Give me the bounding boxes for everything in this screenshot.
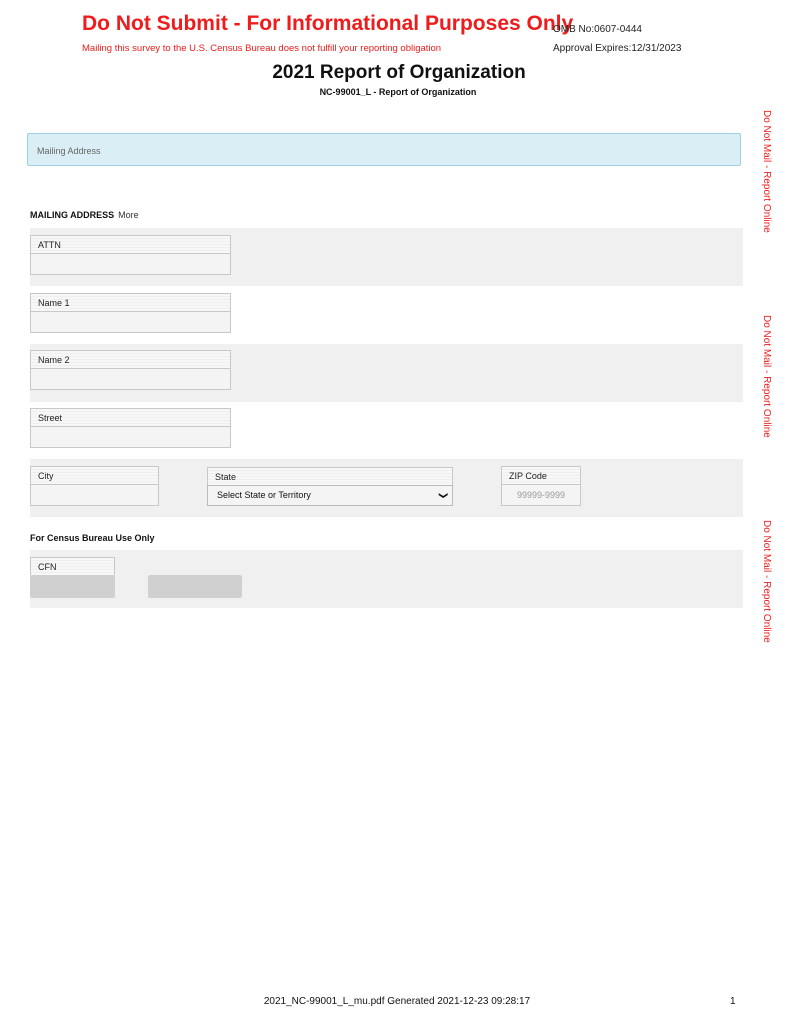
side-note-2: Do Not Mail - Report Online [761, 315, 772, 438]
banner-label: Mailing Address [37, 146, 101, 156]
approval-expiry: Approval Expires:12/31/2023 [553, 43, 682, 54]
street-field [30, 408, 231, 448]
side-note-1: Do Not Mail - Report Online [761, 110, 772, 233]
mailing-address-banner[interactable] [27, 133, 741, 166]
cfn-secondary-block [148, 575, 242, 598]
warning-subtitle: Mailing this survey to the U.S. Census Bureau does not fulfill your reporting obligation [82, 43, 442, 54]
city-input[interactable] [30, 484, 159, 506]
zip-label: ZIP Code [501, 466, 581, 484]
census-use-heading: For Census Bureau Use Only [30, 533, 155, 543]
footer-text: 2021_NC-99001_L_mu.pdf Generated 2021-12-23 09:28:17 [263, 996, 531, 1007]
mailing-address-heading-text: MAILING ADDRESS [30, 210, 115, 220]
state-field [207, 467, 453, 506]
side-note-3: Do Not Mail - Report Online [761, 520, 772, 643]
cfn-value-block [30, 575, 115, 598]
cfn-row [30, 550, 743, 608]
zip-field [501, 466, 581, 506]
cfn-field [30, 557, 115, 575]
name2-field [30, 350, 231, 390]
state-label: State [207, 467, 453, 485]
attn-field [30, 235, 231, 275]
city-field [30, 466, 159, 506]
name2-label: Name 2 [30, 350, 231, 368]
state-select[interactable] [207, 485, 453, 506]
omb-number: OMB No:0607-0444 [553, 24, 642, 35]
report-title: 2021 Report of Organization [272, 62, 526, 83]
attn-input[interactable] [30, 253, 231, 275]
state-selected-value: Select State or Territory [217, 490, 311, 500]
street-input[interactable] [30, 426, 231, 448]
attn-label: ATTN [30, 235, 231, 253]
name1-input[interactable] [30, 311, 231, 333]
zip-input[interactable]: 99999-9999 [501, 484, 581, 506]
name2-input[interactable] [30, 368, 231, 390]
more-link[interactable]: More [118, 210, 139, 220]
name1-label: Name 1 [30, 293, 231, 311]
page-number: 1 [730, 996, 736, 1007]
mailing-address-heading [30, 210, 139, 220]
cfn-label: CFN [30, 557, 115, 575]
name1-field [30, 293, 231, 333]
chevron-down-icon: ❮ [437, 491, 448, 500]
report-subtitle: NC-99001_L - Report of Organization [319, 87, 477, 97]
city-label: City [30, 466, 159, 484]
street-label: Street [30, 408, 231, 426]
warning-title: Do Not Submit - For Informational Purposes Only [82, 12, 574, 35]
